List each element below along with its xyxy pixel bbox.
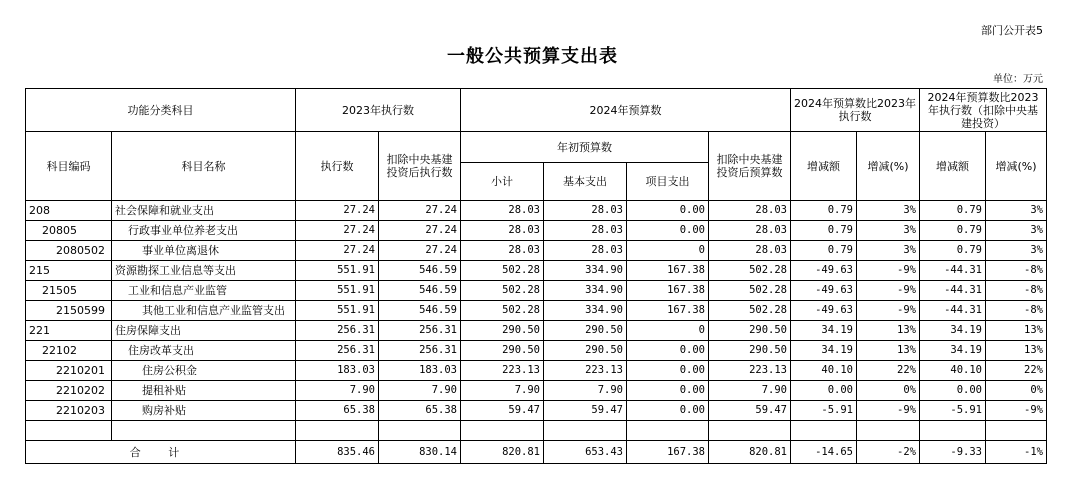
row-value: 546.59 <box>379 301 461 321</box>
row-value: 183.03 <box>296 361 379 381</box>
row-value: 167.38 <box>627 301 709 321</box>
unit-label: 单位：万元 <box>993 74 1043 85</box>
header-change-amt: 增减额 <box>791 132 857 201</box>
row-value: 27.24 <box>296 221 379 241</box>
row-value: 27.24 <box>296 201 379 221</box>
row-value: 28.03 <box>709 201 791 221</box>
row-value: 0 <box>627 241 709 261</box>
row-value: 3% <box>986 221 1047 241</box>
row-value: 3% <box>857 241 920 261</box>
row-value: 13% <box>857 341 920 361</box>
blank-row <box>26 421 1047 441</box>
row-value: 502.28 <box>709 301 791 321</box>
row-value: 27.24 <box>379 221 461 241</box>
row-value: 34.19 <box>791 321 857 341</box>
row-value: -49.63 <box>791 261 857 281</box>
row-value: 0 <box>627 321 709 341</box>
row-value: 3% <box>857 201 920 221</box>
row-value: 0% <box>986 381 1047 401</box>
row-value: 28.03 <box>709 241 791 261</box>
row-code: 208 <box>26 201 112 221</box>
row-code: 2210203 <box>26 401 112 421</box>
table-row <box>26 241 1047 261</box>
row-value: 546.59 <box>379 261 461 281</box>
blank-cell <box>112 421 296 441</box>
row-value: 27.24 <box>379 201 461 221</box>
header-budget-excl: 扣除中央基建投资后预算数 <box>709 132 791 201</box>
row-value: 27.24 <box>379 241 461 261</box>
row-value: 7.90 <box>544 381 627 401</box>
header-subtotal: 小计 <box>461 163 544 201</box>
header-name: 科目名称 <box>112 132 296 201</box>
table-row <box>26 301 1047 321</box>
row-value: 334.90 <box>544 301 627 321</box>
row-value: 7.90 <box>709 381 791 401</box>
row-value: 256.31 <box>379 341 461 361</box>
row-code: 2150599 <box>26 301 112 321</box>
blank-cell <box>627 421 709 441</box>
row-value: -44.31 <box>920 301 986 321</box>
row-value: 65.38 <box>379 401 461 421</box>
row-value: -5.91 <box>920 401 986 421</box>
row-value: 0.79 <box>791 221 857 241</box>
row-code: 21505 <box>26 281 112 301</box>
total-value: 835.46 <box>296 441 379 464</box>
row-value: 22% <box>986 361 1047 381</box>
row-value: 3% <box>986 201 1047 221</box>
total-value: -14.65 <box>791 441 857 464</box>
row-code: 221 <box>26 321 112 341</box>
row-value: -8% <box>986 281 1047 301</box>
header-code: 科目编码 <box>26 132 112 201</box>
row-value: 34.19 <box>920 321 986 341</box>
row-value: 28.03 <box>461 201 544 221</box>
row-value: 502.28 <box>461 301 544 321</box>
row-value: 28.03 <box>461 241 544 261</box>
row-code: 215 <box>26 261 112 281</box>
row-value: 0.00 <box>627 361 709 381</box>
row-value: -9% <box>857 281 920 301</box>
row-value: 551.91 <box>296 301 379 321</box>
row-value: 502.28 <box>461 281 544 301</box>
row-name: 事业单位离退休 <box>112 241 296 261</box>
row-value: 502.28 <box>709 261 791 281</box>
row-name: 住房保障支出 <box>112 321 296 341</box>
row-name: 购房补贴 <box>112 401 296 421</box>
blank-cell <box>857 421 920 441</box>
row-value: 22% <box>857 361 920 381</box>
total-value: -9.33 <box>920 441 986 464</box>
row-value: 0.79 <box>920 221 986 241</box>
blank-cell <box>461 421 544 441</box>
row-value: -8% <box>986 301 1047 321</box>
header-change-pct: 增减(%) <box>857 132 920 201</box>
row-value: 502.28 <box>461 261 544 281</box>
row-value: -49.63 <box>791 281 857 301</box>
row-value: 167.38 <box>627 281 709 301</box>
row-value: 27.24 <box>296 241 379 261</box>
row-value: 290.50 <box>544 341 627 361</box>
row-code: 20805 <box>26 221 112 241</box>
row-value: 0.79 <box>791 241 857 261</box>
row-value: 34.19 <box>920 341 986 361</box>
table-row <box>26 261 1047 281</box>
row-value: 256.31 <box>296 321 379 341</box>
total-value: 653.43 <box>544 441 627 464</box>
row-value: 290.50 <box>461 321 544 341</box>
row-value: 28.03 <box>461 221 544 241</box>
row-value: 0.00 <box>627 401 709 421</box>
row-value: 59.47 <box>709 401 791 421</box>
row-name: 社会保障和就业支出 <box>112 201 296 221</box>
row-value: 0.00 <box>920 381 986 401</box>
row-name: 提租补贴 <box>112 381 296 401</box>
row-value: 0.00 <box>791 381 857 401</box>
row-value: 183.03 <box>379 361 461 381</box>
table-row <box>26 281 1047 301</box>
row-code: 2210202 <box>26 381 112 401</box>
row-value: 3% <box>986 241 1047 261</box>
row-value: 13% <box>857 321 920 341</box>
row-value: -8% <box>986 261 1047 281</box>
header-basic: 基本支出 <box>544 163 627 201</box>
row-value: -44.31 <box>920 281 986 301</box>
row-value: 167.38 <box>627 261 709 281</box>
row-value: 334.90 <box>544 261 627 281</box>
row-name: 住房公积金 <box>112 361 296 381</box>
row-value: 40.10 <box>920 361 986 381</box>
row-value: 28.03 <box>544 241 627 261</box>
total-value: -2% <box>857 441 920 464</box>
table-row <box>26 201 1047 221</box>
total-value: 820.81 <box>461 441 544 464</box>
header-change-amt2: 增减额 <box>920 132 986 201</box>
blank-cell <box>296 421 379 441</box>
table-row <box>26 401 1047 421</box>
row-value: 223.13 <box>544 361 627 381</box>
row-value: 3% <box>857 221 920 241</box>
row-value: 28.03 <box>544 221 627 241</box>
header-func-class: 功能分类科目 <box>26 89 296 132</box>
header-cmp-exec-excl: 2024年预算数比2023年执行数（扣除中央基建投资） <box>920 89 1047 132</box>
row-value: 0.79 <box>791 201 857 221</box>
table-number-label: 部门公开表5 <box>981 24 1043 37</box>
row-value: 223.13 <box>709 361 791 381</box>
header-cmp-exec: 2024年预算数比2023年执行数 <box>791 89 920 132</box>
row-value: 13% <box>986 341 1047 361</box>
row-value: 0.00 <box>627 381 709 401</box>
row-value: -9% <box>857 261 920 281</box>
total-value: -1% <box>986 441 1047 464</box>
row-value: 0.00 <box>627 201 709 221</box>
row-value: 59.47 <box>544 401 627 421</box>
row-code: 2080502 <box>26 241 112 261</box>
row-value: 290.50 <box>709 341 791 361</box>
table-row <box>26 361 1047 381</box>
row-value: 290.50 <box>544 321 627 341</box>
blank-cell <box>544 421 627 441</box>
row-value: 290.50 <box>461 341 544 361</box>
row-value: 223.13 <box>461 361 544 381</box>
blank-cell <box>920 421 986 441</box>
row-code: 2210201 <box>26 361 112 381</box>
row-value: -49.63 <box>791 301 857 321</box>
row-value: 65.38 <box>296 401 379 421</box>
row-value: 0.00 <box>627 221 709 241</box>
row-value: -44.31 <box>920 261 986 281</box>
row-value: 0% <box>857 381 920 401</box>
row-value: 13% <box>986 321 1047 341</box>
row-value: 290.50 <box>709 321 791 341</box>
row-name: 资源勘探工业信息等支出 <box>112 261 296 281</box>
table-row <box>26 381 1047 401</box>
total-value: 830.14 <box>379 441 461 464</box>
row-value: 28.03 <box>709 221 791 241</box>
total-value: 820.81 <box>709 441 791 464</box>
row-name: 工业和信息产业监管 <box>112 281 296 301</box>
header-change-pct2: 增减(%) <box>986 132 1047 201</box>
row-value: 256.31 <box>379 321 461 341</box>
header-project: 项目支出 <box>627 163 709 201</box>
blank-cell <box>379 421 461 441</box>
row-value: 0.79 <box>920 241 986 261</box>
blank-cell <box>709 421 791 441</box>
row-name: 住房改革支出 <box>112 341 296 361</box>
table-row <box>26 221 1047 241</box>
row-code: 22102 <box>26 341 112 361</box>
row-value: 546.59 <box>379 281 461 301</box>
row-value: 7.90 <box>379 381 461 401</box>
total-row <box>26 441 1047 464</box>
row-name: 其他工业和信息产业监管支出 <box>112 301 296 321</box>
row-value: -9% <box>857 401 920 421</box>
row-value: 0.00 <box>627 341 709 361</box>
row-name: 行政事业单位养老支出 <box>112 221 296 241</box>
row-value: 0.79 <box>920 201 986 221</box>
page-title: 一般公共预算支出表 <box>447 46 618 67</box>
row-value: 7.90 <box>296 381 379 401</box>
blank-cell <box>26 421 112 441</box>
row-value: 551.91 <box>296 261 379 281</box>
budget-table <box>25 88 1047 464</box>
header-exec: 执行数 <box>296 132 379 201</box>
total-value: 167.38 <box>627 441 709 464</box>
row-value: 502.28 <box>709 281 791 301</box>
table-row <box>26 341 1047 361</box>
blank-cell <box>791 421 857 441</box>
row-value: 34.19 <box>791 341 857 361</box>
table-row <box>26 321 1047 341</box>
row-value: -9% <box>857 301 920 321</box>
row-value: -5.91 <box>791 401 857 421</box>
row-value: 334.90 <box>544 281 627 301</box>
row-value: 256.31 <box>296 341 379 361</box>
blank-cell <box>986 421 1047 441</box>
total-label: 合 计 <box>26 441 296 464</box>
row-value: 7.90 <box>461 381 544 401</box>
header-initial-budget: 年初预算数 <box>461 132 709 163</box>
header-exec-2023: 2023年执行数 <box>296 89 461 132</box>
row-value: -9% <box>986 401 1047 421</box>
row-value: 551.91 <box>296 281 379 301</box>
row-value: 40.10 <box>791 361 857 381</box>
row-value: 59.47 <box>461 401 544 421</box>
row-value: 28.03 <box>544 201 627 221</box>
header-exec-excl: 扣除中央基建投资后执行数 <box>379 132 461 201</box>
header-budget-2024: 2024年预算数 <box>461 89 791 132</box>
